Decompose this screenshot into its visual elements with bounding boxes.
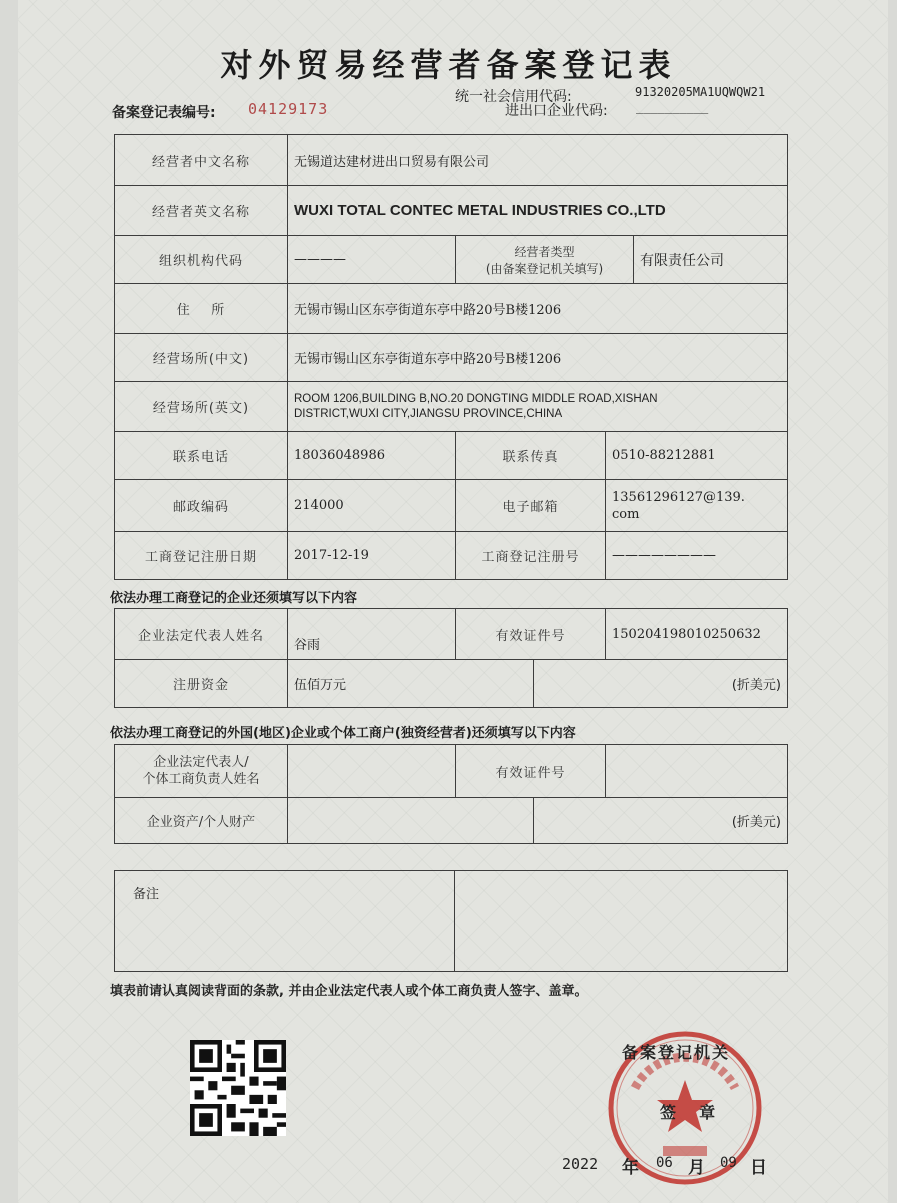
seal-label: 签 章	[660, 1103, 720, 1122]
row-assets	[115, 797, 787, 843]
email-value	[605, 480, 787, 531]
org-code-value: ————	[287, 236, 455, 283]
credit-code-label: 统一社会信用代码:	[455, 89, 572, 105]
reg-no-value: ————————	[605, 532, 787, 579]
record-no-value: 04129173	[248, 100, 329, 118]
foreign-id-label: 有效证件号	[455, 745, 605, 797]
phone-value: 18036048986	[287, 432, 455, 479]
date-year: 2022	[562, 1155, 599, 1173]
ie-code-label: 进出口企业代码:	[505, 103, 608, 119]
foreign-rep-label-line1: 企业法定代表人/	[153, 755, 249, 770]
row-residence	[115, 283, 787, 333]
name-cn-label: 经营者中文名称	[151, 154, 250, 170]
id-no-value: 150204198010250632	[605, 609, 787, 659]
legal-rep-label: 企业法定代表人姓名	[137, 628, 264, 644]
section2-heading: 依法办理工商登记的外国(地区)企业或个体工商户(独资经营者)还须填写以下内容	[110, 726, 576, 741]
email-label: 电子邮箱	[455, 480, 605, 531]
phone-label: 联系电话	[172, 450, 229, 465]
row-org-code	[115, 235, 787, 283]
row-postcode	[115, 479, 787, 531]
residence-label: 住 所	[176, 303, 226, 318]
operator-type-label-line1: 经营者类型	[514, 244, 575, 259]
credit-code-value: 91320205MA1UQWQW21	[635, 85, 766, 99]
fax-value: 0510-88212881	[605, 432, 787, 479]
assets-usd: (折美元)	[533, 798, 787, 843]
remarks-table	[114, 870, 788, 972]
foreign-rep-value	[287, 745, 455, 797]
assets-label: 企业资产/个人财产	[146, 815, 256, 830]
foreign-id-value	[605, 745, 787, 797]
date-day-char: 日	[750, 1158, 767, 1178]
qr-code-icon	[190, 1040, 286, 1136]
row-legal-rep	[115, 609, 787, 659]
section2-table	[114, 744, 788, 844]
row-reg-date	[115, 531, 787, 579]
operator-type-value: 有限责任公司	[633, 236, 787, 283]
premises-en-line1: ROOM 1206,BUILDING B,NO.20 DONGTING MIDDLE ROAD,XISHAN	[294, 392, 658, 405]
residence-value: 无锡市锡山区东亭街道东亭中路20号B楼1206	[287, 284, 787, 333]
foreign-rep-label-line2: 个体工商负责人姓名	[142, 772, 260, 787]
assets-value	[287, 798, 533, 843]
email-line2: com	[612, 506, 640, 522]
fax-label: 联系传真	[455, 432, 605, 479]
date-month: 06	[656, 1155, 673, 1171]
section1-heading: 依法办理工商登记的企业还须填写以下内容	[110, 591, 358, 606]
footer-note: 填表前请认真阅读背面的条款, 并由企业法定代表人或个体工商负责人签字、盖章。	[110, 984, 588, 999]
section1-table	[114, 608, 788, 708]
email-line1: 13561296127@139.	[612, 489, 745, 505]
row-name-cn	[115, 135, 787, 185]
org-code-label: 组织机构代码	[158, 254, 243, 269]
row-capital	[115, 659, 787, 707]
reg-date-value: 2017-12-19	[287, 532, 455, 579]
name-en-label: 经营者英文名称	[151, 205, 250, 220]
capital-label: 注册资金	[172, 678, 229, 693]
row-foreign-rep	[115, 745, 787, 797]
id-no-label: 有效证件号	[455, 609, 605, 659]
premises-cn-label: 经营场所(中文)	[152, 352, 250, 367]
postcode-value: 214000	[287, 480, 455, 531]
authority-label: 备案登记机关	[622, 1043, 731, 1062]
reg-no-label: 工商登记注册号	[455, 532, 605, 579]
legal-rep-value: 谷雨	[287, 609, 455, 659]
premises-cn-value: 无锡市锡山区东亭街道东亭中路20号B楼1206	[287, 334, 787, 381]
row-name-en	[115, 185, 787, 235]
form-title: 对外贸易经营者备案登记表	[220, 46, 677, 84]
row-phone	[115, 431, 787, 479]
date-month-char: 月	[688, 1158, 705, 1178]
premises-en-label: 经营场所(英文)	[152, 401, 250, 416]
premises-en-value	[287, 382, 787, 431]
record-no-label: 备案登记表编号:	[112, 105, 216, 121]
foreign-rep-label	[115, 745, 287, 797]
premises-en-line2: DISTRICT,WUXI CITY,JIANGSU PROVINCE,CHINA	[294, 407, 563, 420]
operator-type-label	[455, 236, 633, 283]
operator-type-label-line2: (由备案登记机关填写)	[485, 261, 604, 276]
capital-value: 伍佰万元	[287, 660, 533, 707]
row-premises-en	[115, 381, 787, 431]
date-year-char: 年	[622, 1158, 639, 1178]
main-table	[114, 134, 788, 580]
ie-code-value: __________	[636, 100, 709, 114]
reg-date-label: 工商登记注册日期	[144, 550, 257, 565]
postcode-label: 邮政编码	[172, 500, 229, 515]
remarks-value	[455, 871, 787, 971]
name-cn-value: 无锡道达建材进出口贸易有限公司	[287, 135, 787, 185]
remarks-label: 备注	[115, 871, 455, 971]
date-day: 09	[720, 1155, 737, 1171]
name-en-value: WUXI TOTAL CONTEC METAL INDUSTRIES CO.,LTD	[287, 186, 787, 235]
capital-usd: (折美元)	[533, 660, 787, 707]
row-premises-cn	[115, 333, 787, 381]
